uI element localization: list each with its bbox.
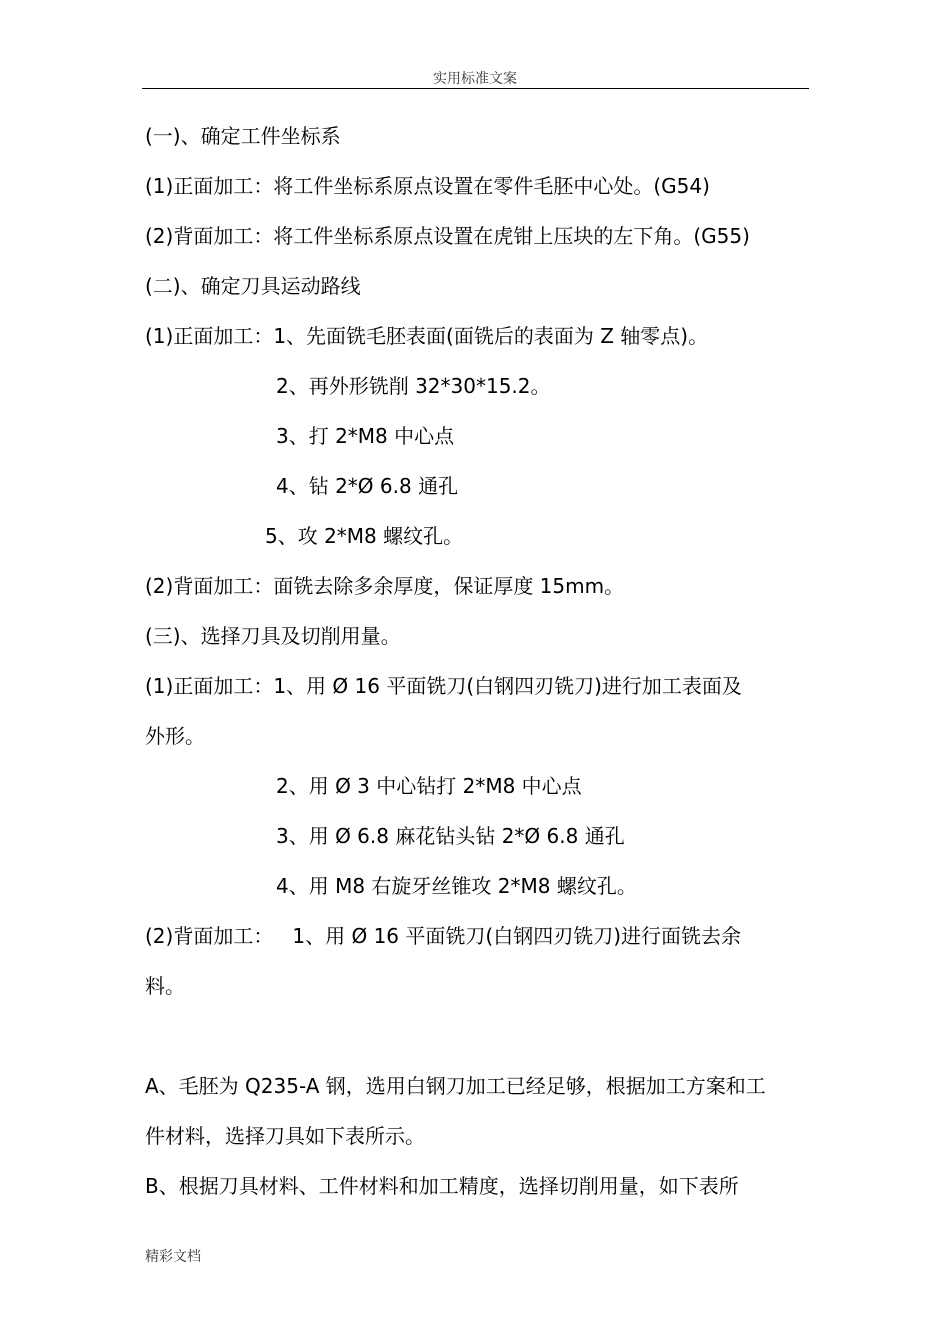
list-item: 4、钻 2*Ø 6.8 通孔: [276, 474, 459, 498]
list-item: 3、用 Ø 6.8 麻花钻头钻 2*Ø 6.8 通孔: [276, 824, 625, 848]
paragraph-line: B、根据刀具材料、工件材料和加工精度，选择切削用量，如下表所: [145, 1174, 739, 1198]
paragraph-line: (1)正面加工：将工件坐标系原点设置在零件毛胚中心处。(G54): [145, 174, 710, 198]
paragraph-line: (1)正面加工：1、先面铣毛胚表面(面铣后的表面为 Z 轴零点)。: [145, 324, 709, 348]
header-rule: [142, 88, 809, 89]
paragraph-line: (1)正面加工：1、用 Ø 16 平面铣刀(白钢四刃铣刀)进行加工表面及: [145, 674, 742, 698]
list-item: 2、再外形铣削 32*30*15.2。: [276, 374, 551, 398]
paragraph-line: 料。: [145, 974, 185, 998]
section-heading-2: (二)、确定刀具运动路线: [145, 274, 361, 298]
page-header: 实用标准文案: [433, 71, 517, 87]
page-footer: 精彩文档: [145, 1249, 201, 1265]
blank-line: [145, 1016, 813, 1066]
list-item: 3、打 2*M8 中心点: [276, 424, 455, 448]
paragraph-line: 件材料，选择刀具如下表所示。: [145, 1124, 425, 1148]
section-heading-3: (三)、选择刀具及切削用量。: [145, 624, 401, 648]
paragraph-line: (2)背面加工：面铣去除多余厚度，保证厚度 15mm。: [145, 574, 625, 598]
list-item: 2、用 Ø 3 中心钻打 2*M8 中心点: [276, 774, 582, 798]
paragraph-line: (2)背面加工：将工件坐标系原点设置在虎钳上压块的左下角。(G55): [145, 224, 750, 248]
paragraph-line: (2)背面加工： 1、用 Ø 16 平面铣刀(白钢四刃铣刀)进行面铣去余: [145, 924, 741, 948]
paragraph-line: A、毛胚为 Q235-A 钢，选用白钢刀加工已经足够，根据加工方案和工: [145, 1074, 766, 1098]
list-item: 5、攻 2*M8 螺纹孔。: [265, 524, 464, 548]
list-item: 4、用 M8 右旋牙丝锥攻 2*M8 螺纹孔。: [276, 874, 637, 898]
section-heading-1: (一)、确定工件坐标系: [145, 124, 341, 148]
paragraph-line: 外形。: [145, 724, 205, 748]
document-body: [145, 116, 813, 1216]
